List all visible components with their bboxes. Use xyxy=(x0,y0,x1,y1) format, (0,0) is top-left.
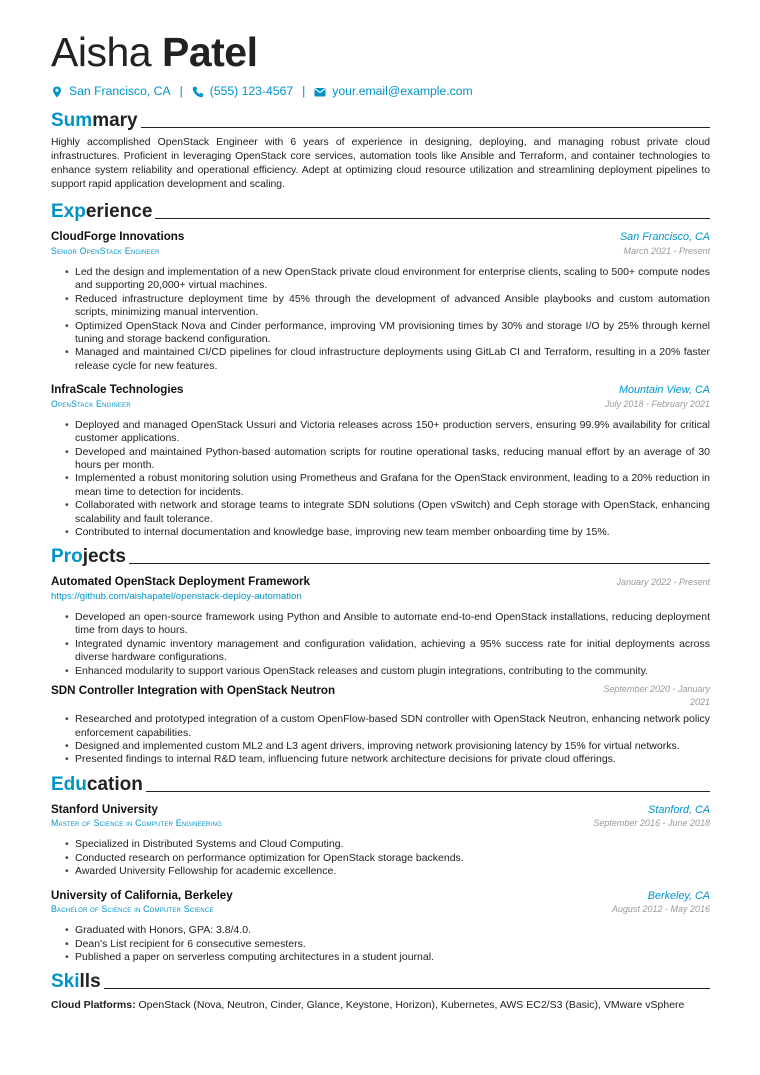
entry-location: Berkeley, CA xyxy=(647,889,710,902)
skills-section xyxy=(51,967,710,1012)
email-text: your.email@example.com xyxy=(332,84,473,99)
list-item: • Specialized in Distributed Systems and Cloud Computing. xyxy=(65,838,710,851)
experience-section xyxy=(51,197,710,539)
list-item: • Deployed and managed OpenStack Ussuri and Victoria releases across 150+ production servers, ensuring 99.9% availability for critical customer applications. xyxy=(65,419,710,446)
entry-date: August 2012 - May 2016 xyxy=(611,903,710,914)
section-title: Experience xyxy=(51,201,153,223)
section-title: Education xyxy=(51,773,143,795)
section-rule xyxy=(146,791,710,792)
phone-text: (555) 123-4567 xyxy=(209,84,294,99)
section-title: Skills xyxy=(51,971,101,993)
contact-separator: | xyxy=(179,84,183,99)
project-entry xyxy=(51,574,710,678)
bullet-list xyxy=(65,838,710,878)
list-item: • Researched and prototyped integration of a custom OpenFlow-based SDN controller with OpenStack Neutron, enhancing network policy enforcement capabilities. xyxy=(65,713,710,740)
school-name: University of California, Berkeley xyxy=(51,888,233,902)
skill-value: OpenStack (Nova, Neutron, Cinder, Glance, Keystone, Horizon), Kubernetes, AWS EC2/S3 (Basic), VMware vSphere xyxy=(138,999,685,1012)
contact-separator: | xyxy=(302,84,306,99)
section-rule xyxy=(104,988,710,989)
degree-name: Master of Science in Computer Engineering xyxy=(51,818,222,829)
job-title: Senior OpenStack Engineer xyxy=(51,245,160,256)
list-item: • Implemented a robust monitoring solution using Prometheus and Grafana for the OpenStack environment, leading to a 20% reduction in mean time to detection for incidents. xyxy=(65,472,710,499)
education-section xyxy=(51,770,710,965)
list-item: • Reduced infrastructure deployment time by 45% through the development of advanced Ansible playbooks and custom automation scripts, minimizing manual intervention. xyxy=(65,293,710,320)
entry-location: Mountain View, CA xyxy=(618,384,710,397)
summary-section xyxy=(51,106,710,192)
skill-label: Cloud Platforms: xyxy=(51,999,136,1012)
bullet-list xyxy=(65,713,710,767)
candidate-name xyxy=(51,30,710,76)
school-name: Stanford University xyxy=(51,802,158,816)
entry-location: San Francisco, CA xyxy=(619,231,710,244)
list-item: • Managed and maintained CI/CD pipelines for cloud infrastructure deployments using GitLab CI and Terraform, resulting in a 20% faster release cycle for new features. xyxy=(65,346,710,373)
education-entry xyxy=(51,802,710,879)
section-header xyxy=(51,542,710,568)
entry-date: September 2020 - January 2021 xyxy=(603,684,710,708)
section-title: Projects xyxy=(51,546,126,568)
contact-location xyxy=(51,85,171,98)
section-header xyxy=(51,197,710,223)
contact-phone[interactable] xyxy=(192,85,293,98)
education-entry xyxy=(51,888,710,965)
list-item: • Led the design and implementation of a new OpenStack private cloud environment for enterprise clients, scaling to 500+ compute nodes and supporting 20,000+ virtual machines. xyxy=(65,266,710,293)
list-item: • Published a paper on serverless computing architectures in a student journal. xyxy=(65,951,710,964)
company-name: CloudForge Innovations xyxy=(51,230,185,244)
list-item: • Developed an open-source framework using Python and Ansible to automate end-to-end OpenStack installations, reducing deployment time from days to hours. xyxy=(65,611,710,638)
section-header xyxy=(51,770,710,796)
list-item: • Integrated dynamic inventory management and configuration validation, achieving a 95% success rate for initial deployments across diverse hardware configurations. xyxy=(65,638,710,665)
bullet-list xyxy=(65,611,710,678)
project-name: SDN Controller Integration with OpenStack Neutron xyxy=(51,684,336,698)
entry-date: January 2022 - Present xyxy=(616,577,710,588)
section-rule xyxy=(141,127,710,128)
map-marker-icon xyxy=(51,86,63,98)
entry-date: March 2021 - Present xyxy=(623,245,710,256)
summary-text: Highly accomplished OpenStack Engineer with 6 years of experience in designing, deploying, and managing robust private cloud infrastructures. Proficient in leveraging OpenStack core services, automation tools like Ansible and Terraform, and container technologies to enhance system reliability and operational efficiency. Adept at optimizing cloud resource utilization and streamlining deployment pipelines to support rapid application development and scaling. xyxy=(51,137,710,191)
skill-row xyxy=(51,999,710,1012)
project-entry xyxy=(51,683,710,767)
section-header xyxy=(51,106,710,132)
section-rule xyxy=(155,218,710,219)
bullet-list xyxy=(65,924,710,964)
list-item: • Developed and maintained Python-based automation scripts for routine operational tasks, reducing manual effort by an average of 30 hours per month. xyxy=(65,446,710,473)
list-item: • Dean's List recipient for 6 consecutive semesters. xyxy=(65,938,710,951)
list-item: • Awarded University Fellowship for academic excellence. xyxy=(65,865,710,878)
section-rule xyxy=(129,563,710,564)
location-text: San Francisco, CA xyxy=(69,84,171,99)
section-header xyxy=(51,967,710,993)
list-item: • Contributed to internal documentation and knowledge base, improving new team member onboarding time by 15%. xyxy=(65,526,710,539)
contact-bar xyxy=(51,84,710,100)
experience-entry xyxy=(51,229,710,373)
last-name: Patel xyxy=(161,29,258,75)
list-item: • Designed and implemented custom ML2 and L3 agent drivers, improving network provisioning latency by 15% for virtual networks. xyxy=(65,740,710,753)
job-title: OpenStack Engineer xyxy=(51,398,131,409)
entry-date: July 2018 - February 2021 xyxy=(604,398,710,409)
list-item: • Collaborated with network and storage teams to integrate SDN solutions (Open vSwitch) and Ceph storage with OpenStack, enhancing scalability and fault tolerance. xyxy=(65,499,710,526)
entry-date: September 2016 - June 2018 xyxy=(593,818,710,829)
degree-name: Bachelor of Science in Computer Science xyxy=(51,903,214,914)
project-name: Automated OpenStack Deployment Framework xyxy=(51,575,310,589)
bullet-list xyxy=(65,419,710,540)
list-item: • Enhanced modularity to support various OpenStack releases and custom plugin integrations, contributing to the community. xyxy=(65,665,710,678)
list-item: • Conducted research on performance optimization for OpenStack storage backends. xyxy=(65,852,710,865)
contact-email[interactable] xyxy=(314,85,472,98)
section-title: Summary xyxy=(51,110,138,131)
project-link[interactable]: https://github.com/aishapatel/openstack-deploy-automation xyxy=(51,590,302,602)
first-name: Aisha xyxy=(51,29,152,75)
entry-location: Stanford, CA xyxy=(648,803,710,816)
experience-entry xyxy=(51,382,710,539)
company-name: InfraScale Technologies xyxy=(51,383,184,397)
bullet-list xyxy=(65,266,710,373)
projects-section xyxy=(51,542,710,766)
list-item: • Graduated with Honors, GPA: 3.8/4.0. xyxy=(65,924,710,937)
list-item: • Presented findings to internal R&D team, influencing future network architecture decisions for private cloud offerings. xyxy=(65,753,710,766)
envelope-icon xyxy=(314,86,326,98)
list-item: • Optimized OpenStack Nova and Cinder performance, improving VM provisioning times by 30% and storage I/O by 25% through kernel tuning and storage backend configuration. xyxy=(65,320,710,347)
phone-icon xyxy=(192,86,204,98)
